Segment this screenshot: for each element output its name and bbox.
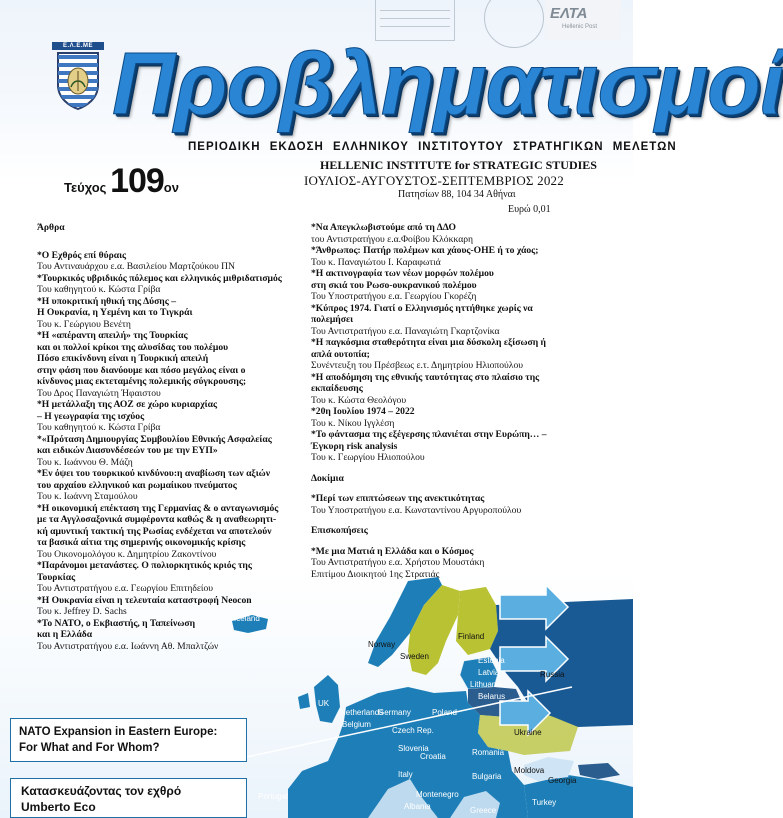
article-title: *Παράνομοι μετανάστες. Ο πολιορκητικός κριός της	[37, 560, 252, 571]
article-title: *Άνθρωπος: Πατήρ πολέμων και χάους-ΟΗΕ ή το χάος;	[311, 245, 539, 256]
postal-logo: ΕΛΤΑ	[550, 5, 588, 22]
article-title: *«Πρόταση Δημιουργίας Συμβουλίου Εθνικής Ασφαλείας	[37, 433, 272, 445]
article-title: *Εν όψει του τουρκικού κινδύνου:η αναβίωση των αξιών	[37, 468, 270, 479]
map-label: Finland	[458, 632, 485, 641]
article-title: Τουρκίας	[37, 571, 76, 583]
article-author: Του Υποστρατήγου ε.α. Κωνσταντίνου Αργυροπούλου	[311, 504, 522, 516]
article-title: *Η μετάλλαξη της ΑΟΖ σε χώρο κυριαρχίας	[37, 399, 218, 410]
map-label: Turkey	[532, 798, 557, 807]
article-title: *Τουρκικός υβριδικός πόλεμος και ελληνικός μιθριδατισμός	[37, 272, 282, 284]
nato-feature-callout	[10, 718, 247, 762]
article-author: Του Αντιστρατήγου ε.α. Παναγιώτη Γκαρτζονίκα	[311, 325, 500, 337]
article-title: *Η υποκριτική ηθική της Δύσης –	[37, 295, 176, 307]
article-author: Του Οικονομολόγου κ. Δημητρίου Ζακοντίνου	[37, 548, 217, 560]
shield-icon	[56, 51, 100, 111]
map-label: Belgium	[342, 720, 371, 729]
article-title: *Η αποδόμηση της εθνικής ταυτότητας στο πλαίσιο της	[311, 371, 540, 383]
article-author: Του κ. Γεώργιου Βενέτη	[37, 318, 131, 330]
article-author: Του Αντιναυάρχου ε.α. Βασιλείου Μαρτζούκου ΠΝ	[37, 261, 235, 272]
article-title: *Η «απέραντη απειλή» της Τουρκίας	[37, 330, 188, 341]
article-author: Του Υποστρατήγου ε.α. Γεωργίου Γκορέζη	[311, 291, 477, 302]
map-label: Lithuania	[470, 680, 503, 689]
article-title: στη σκιά του Ρωσο-ουκρανικού πολέμου	[311, 279, 477, 291]
article-author: Του κ. Ιωάννου Θ. Μάζη	[37, 456, 133, 468]
article-title: *20η Ιουλίου 1974 – 2022	[311, 406, 415, 417]
article-title: *Το ΝΑΤΟ, ο Εκβιαστής, η Ταπείνωση	[37, 617, 196, 629]
article-title: – Η γεωγραφία της ισχύος	[37, 410, 145, 422]
publication-subtitle: ΠΕΡΙΟΔΙΚΗ ΕΚΔΟΣΗ ΕΛΛΗΝΙΚΟΥ ΙΝΣΤΙΤΟΥΤΟΥ ΣΤΡΑΤΗΓΙΚΩΝ ΜΕΛΕΤΩΝ	[188, 141, 677, 153]
toc-right-column	[311, 222, 621, 580]
article-author: Του Αντιστρατήγου ε.α. Γεωργίου Επιτηδείου	[37, 583, 214, 594]
magazine-title: Προβληματισμοί	[112, 34, 783, 133]
article-title: *Το φάντασμα της εξέγερσης πλανιέται στην Ευρώπη… –	[311, 429, 547, 440]
article-title: πολεμήσει	[311, 314, 354, 325]
map-label: Norway	[368, 640, 396, 649]
map-label: Belarus	[478, 692, 506, 701]
callout-line: Umberto Eco	[21, 800, 96, 814]
article-author: Του κ. Ιωάννη Σταμούλου	[37, 491, 138, 502]
article-title: και ειδικών Διασυνδέσεών του με την ΕΥΠ»	[37, 445, 218, 456]
article-title: *Κύπρος 1974. Γιατί ο Ελληνισμός ηττήθηκε χωρίς να	[311, 302, 533, 314]
map-label: Germany	[378, 708, 411, 717]
map-label: Czech Rep.	[392, 726, 434, 735]
article-author: Επιτίμου Διοικητού 1ης Στρατιάς	[311, 568, 440, 580]
issue-price: Ευρώ 0,01	[508, 204, 551, 215]
map-label: UK	[318, 699, 330, 708]
map-label: Netherlands	[340, 708, 384, 717]
issue-value: 109	[110, 162, 164, 200]
article-title: κίνδυνος μιας εκτεταμένης πολεμικής σύγκρουσης;	[37, 376, 247, 387]
map-label: Ukraine	[514, 728, 542, 737]
map-label: Poland	[432, 708, 457, 717]
article-author: Του Αντιστρατήγου ε.α. Ιωάννη Αθ. Μπαλτζών	[37, 640, 219, 652]
section-heading-reviews: Επισκοπήσεις	[311, 525, 368, 536]
eco-feature-callout	[10, 778, 247, 818]
article-author: του Αντιστρατήγου ε.α.Φοίβου Κλόκκαρη	[311, 233, 474, 245]
article-author: Του Δρος Παναγιώτη Ήφαιστου	[37, 387, 161, 399]
article-title: *Με μια Ματιά η Ελλάδα και ο Κόσμος	[311, 545, 474, 557]
article-author: Του κ. Γεωργίου Ηλιοπούλου	[311, 452, 425, 463]
map-label: Iceland	[234, 614, 260, 623]
article-author: Του κ. Κώστα Θεολόγου	[311, 394, 407, 406]
article-author: Του κ. Παναγιώτου Ι. Καραφωτιά	[311, 256, 441, 268]
map-label: Portugal	[258, 792, 288, 801]
article-title: *Η παγκόσμια σταθερότητα είναι μια δύσκολη εξίσωση ή	[311, 337, 546, 348]
map-label: Romania	[472, 748, 505, 757]
section-heading-articles: Άρθρα	[37, 222, 65, 233]
institute-name-en: HELLENIC INSTITUTE for STRATEGIC STUDIES	[320, 158, 597, 172]
map-label: Moldova	[514, 766, 545, 775]
map-label: Russia	[540, 670, 565, 679]
article-title: με τα Αγγλοσαξονικά συμφέροντα καθώς & η αναθεωρητι-	[37, 514, 277, 525]
institute-emblem	[52, 42, 104, 114]
article-title: *Η ακτινογραφία των νέων μορφών πολέμου	[311, 268, 494, 279]
article-title: *Η Ουκρανία είναι η τελευταία καταστροφή Neocon	[37, 594, 252, 606]
article-title: *Περί των επιπτώσεων της ανεκτικότητας	[311, 493, 485, 504]
map-label: Sweden	[400, 652, 429, 661]
article-author: Του καθηγητού κ. Κώστα Γρίβα	[37, 422, 161, 433]
article-title: και η Ελλάδα	[37, 629, 93, 640]
map-label: Croatia	[420, 752, 446, 761]
article-title: και οι πολλοί κρίκοι της αλυσίδας του πολέμου	[37, 341, 229, 353]
article-author: Συνέντευξη του Πρέσβεως ε.τ. Δημητρίου Ηλιοπούλου	[311, 360, 523, 371]
article-title: του αρχαίου ελληνικού και ρωμαίικου πνεύματος	[37, 479, 237, 491]
article-title: Η Ουκρανία, η Υεμένη και το Τιγκράι	[37, 307, 193, 318]
map-label: Italy	[398, 770, 413, 779]
article-title: Πόσο επικίνδυνη είναι η Τουρκική απειλή	[37, 353, 209, 364]
callout-line: Κατασκευάζοντας τον εχθρό	[21, 784, 182, 798]
article-title: εκπαίδευσης	[311, 383, 363, 394]
callout-line: For What and For Whom?	[19, 742, 160, 754]
map-label: Bulgaria	[472, 772, 502, 781]
article-title: απλά ουτοπία;	[311, 348, 370, 360]
article-title: *O Εχθρός επί θύραις	[37, 249, 127, 261]
article-title: τα βασικά αίτια της σημερινής οικονομικής κρίσης	[37, 537, 246, 548]
map-label: Latvia	[478, 668, 500, 677]
issue-period: ΙΟΥΛΙΟΣ-ΑΥΓΟΥΣΤΟΣ-ΣΕΠΤΕΜΒΡΙΟΣ 2022	[304, 173, 564, 188]
article-title: κή αμυντική τακτική της Ρωσίας ενδέχεται να αποτελούν	[37, 525, 272, 537]
article-title: *Να Απεγκλωβιστούμε από τη ΔΔΟ	[311, 222, 456, 233]
article-author: Του κ. Jeffrey D. Sachs	[37, 606, 127, 617]
article-title: Έγκυρη risk analysis	[311, 440, 398, 452]
map-label: Albania	[404, 802, 431, 811]
map-label: Estonia	[478, 656, 505, 665]
map-label: Georgia	[548, 776, 577, 785]
article-author: Του κ. Νίκου Ιγγλέση	[311, 417, 395, 429]
map-label: Greece	[470, 806, 497, 815]
emblem-caption: Ε.Λ.Ε.ΜΕ	[52, 42, 104, 50]
article-author: Του Αντιστρατήγου ε.α. Χρήστου Μουστάκη	[311, 557, 485, 568]
publisher-address: Πατησίων 88, 104 34 Αθήναι	[398, 189, 516, 200]
callout-line: NATO Expansion in Eastern Europe:	[19, 726, 218, 738]
issue-number	[64, 162, 179, 201]
article-author: Του καθηγητού κ. Κώστα Γρίβα	[37, 284, 161, 295]
article-title: *Η οικονομική επέκταση της Γερμανίας & ο ανταγωνισμός	[37, 502, 279, 514]
map-label: Montenegro	[416, 790, 459, 799]
section-heading-essays: Δοκίμια	[311, 472, 344, 484]
article-title: στην φάση που διανύουμε και πόσο μεγάλος είναι ο	[37, 364, 246, 376]
issue-suffix: ον	[163, 180, 179, 195]
map-label: Slovenia	[398, 744, 429, 753]
issue-label: Τεύχος	[64, 180, 107, 195]
postal-logo-sub: Hellenic Post	[562, 24, 598, 30]
